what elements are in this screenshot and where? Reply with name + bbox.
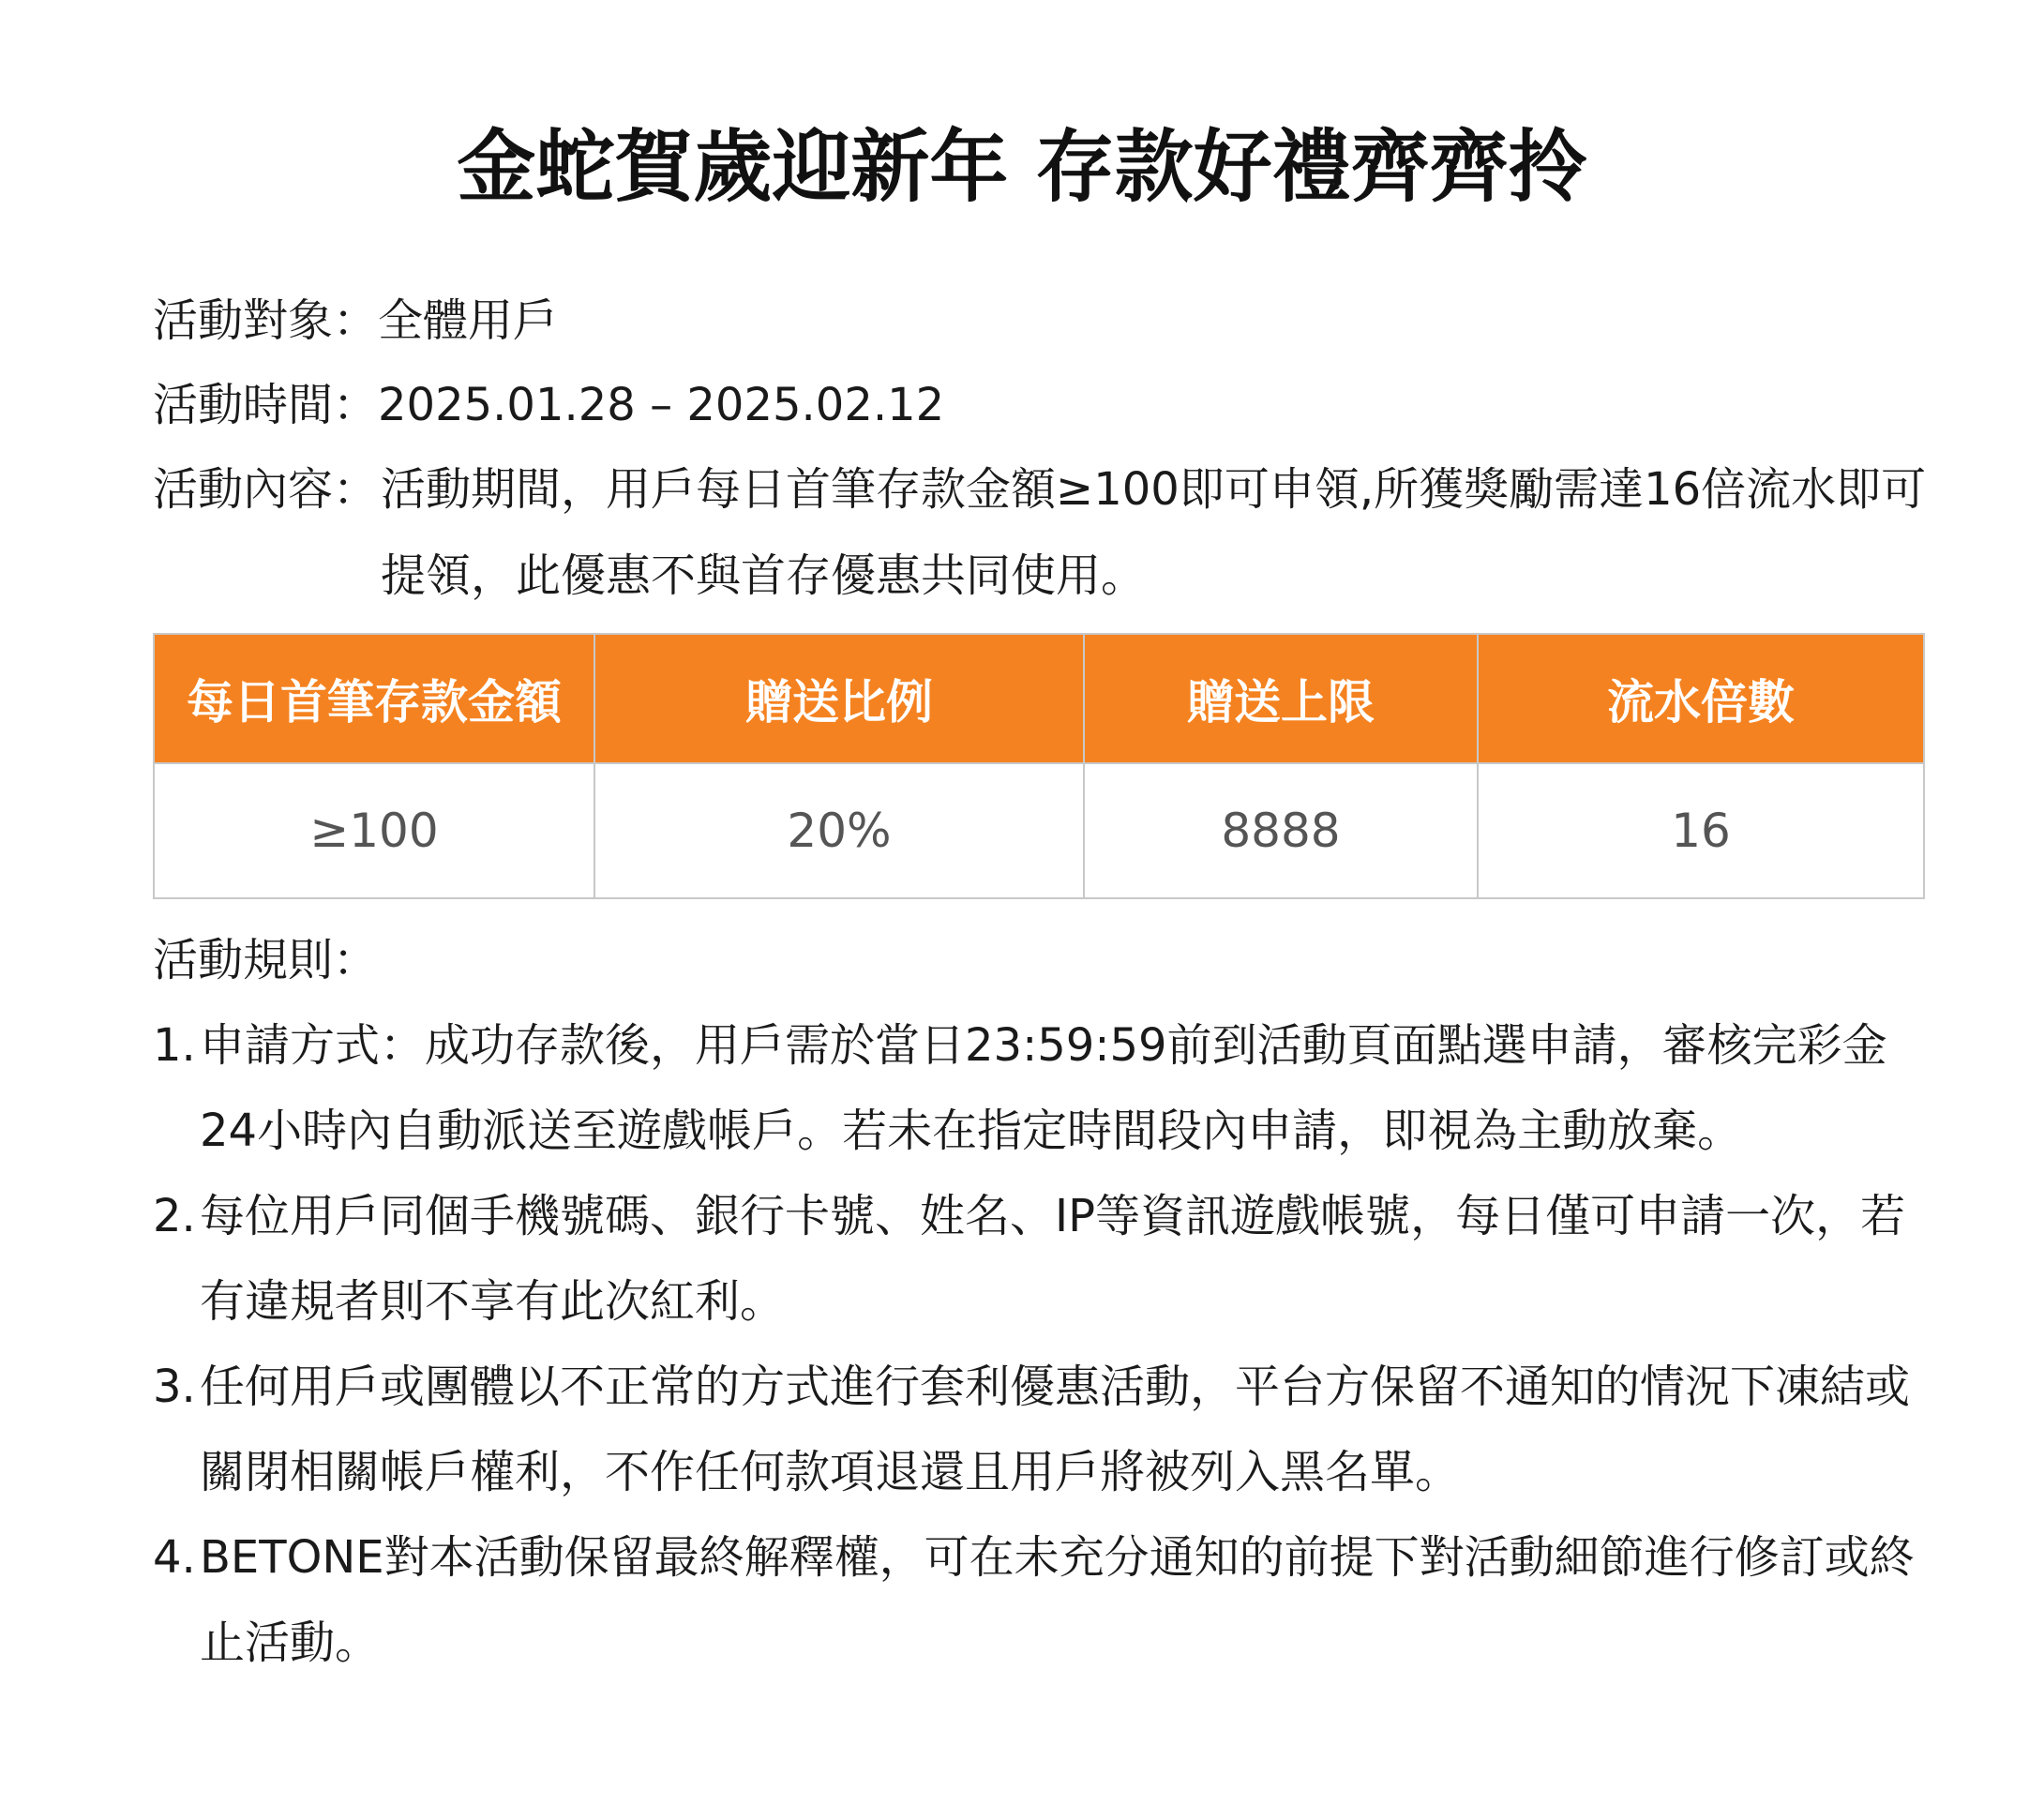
table-header-row [154,634,1924,763]
info-content-value: 活動期間，用戶每日首筆存款金額≥100即可申領,所獲獎勵需達16倍流水即可提領，此優惠不與首存優惠共同使用。 [381,463,1927,602]
rule-item-4 [153,1515,1934,1686]
table-header-bonus-cap: 贈送上限 [1084,634,1478,763]
info-target-row [153,278,558,364]
page-title: 金蛇賀歲迎新年 存款好禮齊齊拎 [457,121,1587,213]
table-header-bonus-ratio: 贈送比例 [594,634,1084,763]
info-time-label: 活動時間： [153,379,379,431]
promo-table [153,633,1925,899]
rule-number: 3. [153,1361,196,1413]
rule-text: 任何用戶或團體以不正常的方式進行套利優惠活動，平台方保留不通知的情況下凍結或關閉相關帳戶權利，不作任何款項退還且用戶將被列入黑名單。 [200,1361,1911,1498]
info-content-label: 活動內容： [153,463,379,516]
rule-number: 2. [153,1190,196,1242]
rule-number: 1. [153,1019,196,1072]
rule-item-2 [153,1174,1934,1345]
rule-text: 申請方式：成功存款後，用戶需於當日23:59:59前到活動頁面點選申請，審核完彩金24小時內自動派送至遊戲帳戶。若未在指定時間段內申請，即視為主動放棄。 [200,1019,1887,1157]
rule-text: 每位用戶同個手機號碼、銀行卡號、姓名、IP等資訊遊戲帳號，每日僅可申請一次，若有違規者則不享有此次紅利。 [200,1190,1906,1328]
info-time-value: 2025.01.28 – 2025.02.12 [378,379,945,431]
table-cell-deposit: ≥100 [154,763,594,898]
table-row [154,763,1924,898]
info-content-row [153,446,1934,619]
table-cell-turnover: 16 [1478,763,1924,898]
rule-item-3 [153,1345,1934,1515]
table-header-turnover: 流水倍數 [1478,634,1924,763]
table-cell-bonus-ratio: 20% [594,763,1084,898]
rules-title: 活動規則： [153,934,379,986]
rule-text: BETONE對本活動保留最終解釋權，可在未充分通知的前提下對活動細節進行修訂或終止活動。 [200,1531,1915,1669]
info-target-value: 全體用戶 [378,294,559,347]
info-target-label: 活動對象： [153,294,379,347]
table-cell-bonus-cap: 8888 [1084,763,1478,898]
rule-item-1 [153,1003,1934,1174]
info-time-row [153,362,944,448]
table-header-deposit: 每日首筆存款金額 [154,634,594,763]
rule-number: 4. [153,1531,196,1584]
rules-list [153,1003,1934,1686]
